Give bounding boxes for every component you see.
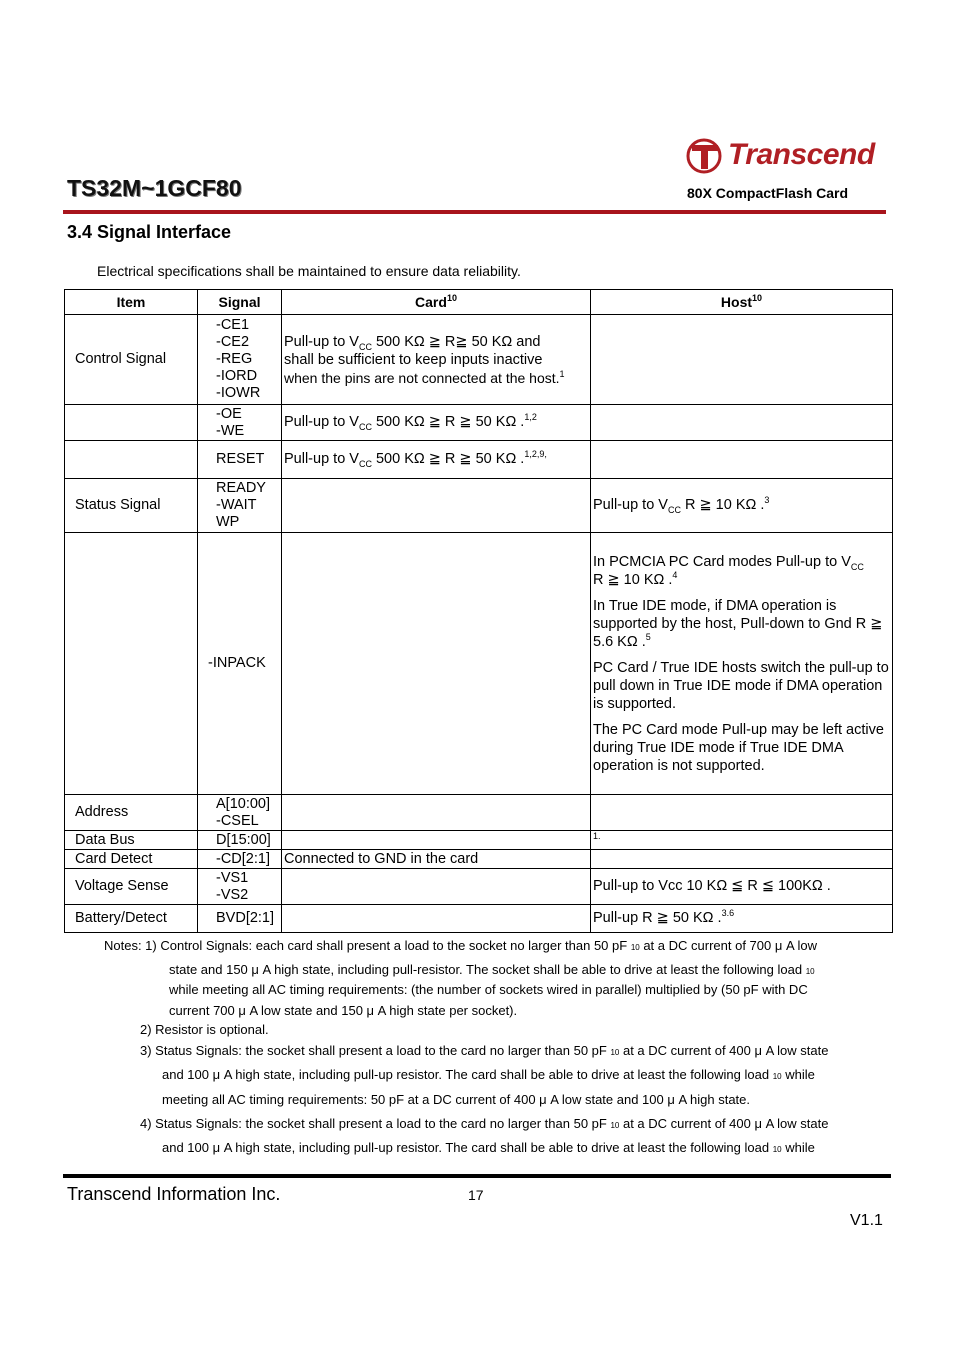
header-divider (63, 210, 886, 214)
cell-card (282, 479, 591, 533)
cell-signal: -INPACK (198, 533, 282, 795)
cell-item: Card Detect (65, 850, 198, 869)
cell-card: Pull-up to $V_{CC}$ 500 KΩ ≧ R ≧ 50 KΩ .$^{1,2}$ (282, 405, 591, 441)
note-4-line-2: and 100 μ A high state, including pull-up resistor. The card shall be able to drive at least the following load 10 while (162, 1140, 815, 1155)
document-title: TS32M~1GCF80 (67, 175, 242, 201)
cell-signal: D[15:00] (198, 831, 282, 850)
table-row (65, 479, 893, 533)
table-row (65, 441, 893, 479)
header-signal: Signal (198, 290, 282, 315)
cell-card: Pull-up to $V_{CC}$ 500 KΩ ≧ R≧ 50 KΩ and shall be sufficient to keep inputs inactive when the pins are not connected at the host.$^1$ (282, 315, 591, 405)
cell-signal: -CE1 -CE2 -REG -IORD -IOWR (198, 315, 282, 405)
cell-signal: RESET (198, 441, 282, 479)
cell-card (282, 795, 591, 831)
table-row (65, 831, 893, 850)
cell-signal: READY -WAIT WP (198, 479, 282, 533)
section-title: 3.4 Signal Interface (67, 222, 232, 242)
cell-host (591, 795, 893, 831)
table-row (65, 905, 893, 933)
cell-host: 1. (591, 831, 893, 850)
header-card: Card$^{10}$ (282, 290, 591, 315)
cell-signal: A[10:00] -CSEL (198, 795, 282, 831)
transcend-logo-icon (686, 136, 726, 176)
intro-text: Electrical specifications shall be maintained to ensure data reliability. (97, 263, 521, 279)
cell-item: Status Signal (65, 479, 198, 533)
note-1-line-2: state and 150 μ A high state, including pull-resistor. The socket shall be able to drive at least the following load 10 (169, 962, 815, 977)
cell-card: Pull-up to $V_{CC}$ 500 KΩ ≧ R ≧ 50 KΩ .$^{1,2,9,}$ (282, 441, 591, 479)
cell-item: Address (65, 795, 198, 831)
note-4-line-1: 4) Status Signals: the socket shall present a load to the card no larger than 50 pF 10 at a DC current of 400 μ A low state (140, 1116, 829, 1131)
cell-item (65, 405, 198, 441)
cell-item: Data Bus (65, 831, 198, 850)
product-type: 80X CompactFlash Card (687, 185, 849, 201)
table-row (65, 869, 893, 905)
table-row (65, 533, 893, 795)
cell-card (282, 869, 591, 905)
cell-host: Pull-up to Vcc 10 KΩ ≦ R ≦ 100KΩ . (591, 869, 893, 905)
footer-divider (63, 1174, 891, 1178)
cell-item (65, 441, 198, 479)
cell-signal: BVD[2:1] (198, 905, 282, 933)
note-2: 2) Resistor is optional. (140, 1022, 269, 1037)
table-header-row (65, 290, 893, 315)
signal-interface-table (64, 289, 893, 933)
transcend-logo (686, 136, 886, 176)
page-number: 17 (468, 1187, 484, 1203)
cell-host: Pull-up to $V_{CC}$ R ≧ 10 KΩ .$^3$ (591, 479, 893, 533)
table-row (65, 795, 893, 831)
cell-host (591, 441, 893, 479)
note-3-line-2: and 100 μ A high state, including pull-up resistor. The card shall be able to drive at least the following load 10 while (162, 1067, 815, 1082)
note-1-line-4: current 700 μ A low state and 150 μ A high state per socket). (169, 1003, 518, 1018)
cell-card: Connected to GND in the card (282, 850, 591, 869)
note-1-line-3: while meeting all AC timing requirements: (the number of sockets wired in parallel) multiplied by (50 pF with DC (169, 982, 808, 997)
header-item: Item (65, 290, 198, 315)
cell-card (282, 533, 591, 795)
cell-host (591, 315, 893, 405)
cell-item: Voltage Sense (65, 869, 198, 905)
cell-signal: -OE -WE (198, 405, 282, 441)
cell-item: Battery/Detect (65, 905, 198, 933)
cell-host (591, 405, 893, 441)
table-row (65, 405, 893, 441)
cell-host (591, 850, 893, 869)
version-label: V1.1 (850, 1212, 883, 1229)
cell-card (282, 905, 591, 933)
note-1-line-1: Notes: 1) Control Signals: each card shall present a load to the socket no larger than 50 pF 10 at a DC current of 700 μ A low (104, 938, 818, 953)
note-3-line-3: meeting all AC timing requirements: 50 pF at a DC current of 400 μ A low state and 100 μ A high state. (162, 1092, 751, 1107)
cell-host: In PCMCIA PC Card modes Pull-up to $V_{CC}$ R ≧ 10 KΩ .$^4$ In True IDE mode, if DMA operation is supported by the host, Pull-down to Gnd R ≧ 5.6 KΩ .$^5$ PC Card / True IDE hosts switch the pull-up to pull down in True IDE mode if DMA operation is supported. The PC Card mode Pull-up may be left active during True IDE mode if True IDE DMA operation is not supported. (591, 533, 893, 795)
cell-signal: -VS1 -VS2 (198, 869, 282, 905)
cell-item (65, 533, 198, 795)
cell-signal: -CD[2:1] (198, 850, 282, 869)
cell-host: Pull-up R ≧ 50 KΩ .$^{3.6}$ (591, 905, 893, 933)
table-row (65, 315, 893, 405)
cell-item: Control Signal (65, 315, 198, 405)
header-host: Host$^{10}$ (591, 290, 893, 315)
footer-company: Transcend Information Inc. (67, 1184, 281, 1204)
logo-wordmark: Transcend (728, 138, 875, 171)
note-3-line-1: 3) Status Signals: the socket shall present a load to the card no larger than 50 pF 10 at a DC current of 400 μ A low state (140, 1043, 829, 1058)
table-row (65, 850, 893, 869)
cell-card (282, 831, 591, 850)
